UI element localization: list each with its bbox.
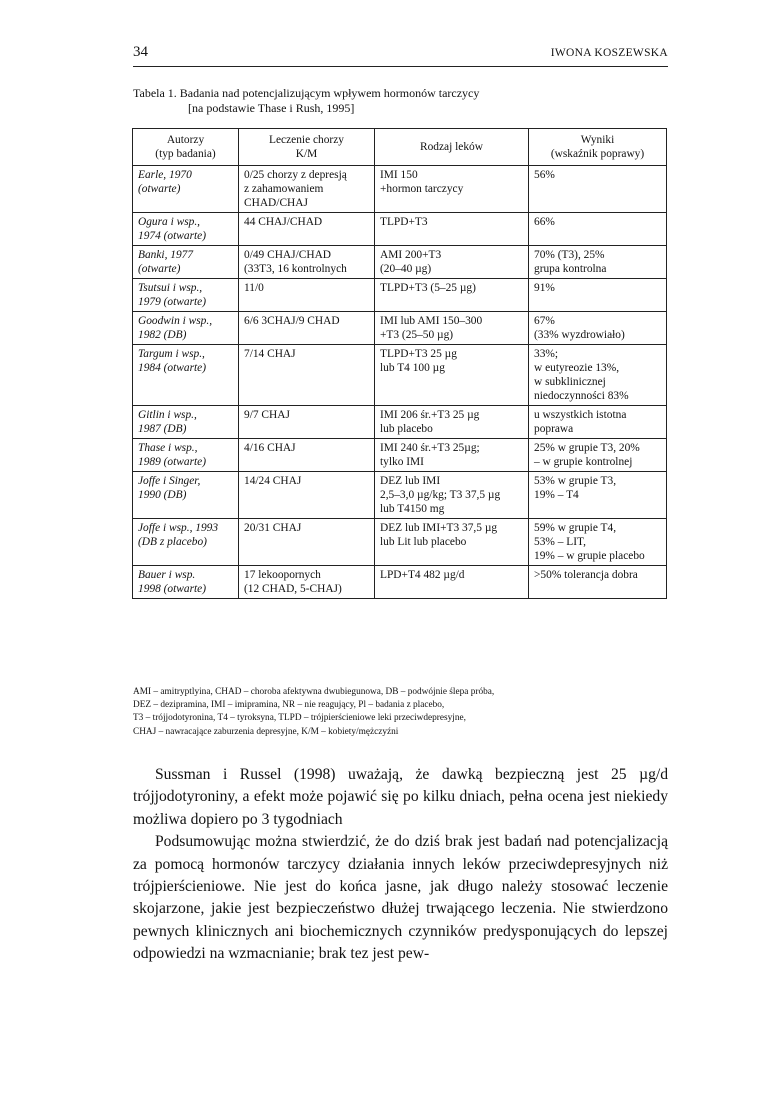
cell-authors: Joffe i Singer, 1990 (DB)	[133, 472, 239, 519]
cell-drugs: TLPD+T3 (5–25 µg)	[375, 279, 529, 312]
table-row	[133, 279, 667, 312]
body-text	[133, 764, 668, 966]
cell-authors: Targum i wsp., 1984 (otwarte)	[133, 345, 239, 406]
cell-authors: Bauer i wsp. 1998 (otwarte)	[133, 566, 239, 599]
cell-authors: Earle, 1970 (otwarte)	[133, 166, 239, 213]
header-authors: Autorzy (typ badania)	[133, 129, 239, 166]
cell-authors: Goodwin i wsp., 1982 (DB)	[133, 312, 239, 345]
cell-treatment: 44 CHAJ/CHAD	[239, 213, 375, 246]
header-drugs: Rodzaj leków	[375, 129, 529, 166]
abbreviation-line: CHAJ – nawracające zaburzenia depresyjne, K/M – kobiety/mężczyźni	[133, 726, 399, 737]
cell-drugs: IMI lub AMI 150–300 +T3 (25–50 µg)	[375, 312, 529, 345]
cell-authors: Ogura i wsp., 1974 (otwarte)	[133, 213, 239, 246]
table-row	[133, 472, 667, 519]
abbreviation-line: T3 – trójjodotyronina, T4 – tyroksyna, TLPD – trójpierścieniowe leki przeciwdepresyjne,	[133, 713, 466, 724]
caption-line-1: Tabela 1. Badania nad potencjalizującym wpływem hormonów tarczycy	[133, 86, 480, 100]
table-row	[133, 345, 667, 406]
cell-results: 67% (33% wyzdrowiało)	[529, 312, 667, 345]
table-row	[133, 566, 667, 599]
running-author: IWONA KOSZEWSKA	[550, 47, 668, 59]
cell-drugs: IMI 206 śr.+T3 25 µg lub placebo	[375, 406, 529, 439]
paragraph: Sussman i Russel (1998) uważają, że dawką bezpieczną jest 25 µg/d trójjodotyroniny, a efekt może pojawić się po kilku dniach, pełna ocena jest niekiedy możliwa dopiero po 3 tygodniach	[133, 766, 668, 828]
studies-table	[132, 128, 667, 599]
cell-authors: Thase i wsp., 1989 (otwarte)	[133, 439, 239, 472]
cell-drugs: IMI 150 +hormon tarczycy	[375, 166, 529, 213]
cell-treatment: 17 lekoopornych (12 CHAD, 5-CHAJ)	[239, 566, 375, 599]
table-row	[133, 312, 667, 345]
table-row	[133, 213, 667, 246]
cell-treatment: 14/24 CHAJ	[239, 472, 375, 519]
table-row	[133, 246, 667, 279]
cell-treatment: 4/16 CHAJ	[239, 439, 375, 472]
cell-drugs: IMI 240 śr.+T3 25µg; tylko IMI	[375, 439, 529, 472]
page-number: 34	[133, 44, 148, 60]
abbreviation-line: AMI – amitryptlyina, CHAD – choroba afektywna dwubiegunowa, DB – podwójnie ślepa próba,	[133, 687, 495, 697]
cell-treatment: 20/31 CHAJ	[239, 519, 375, 566]
table-row	[133, 439, 667, 472]
cell-authors: Tsutsui i wsp., 1979 (otwarte)	[133, 279, 239, 312]
cell-results: 59% w grupie T4, 53% – LIT, 19% – w grupie placebo	[529, 519, 667, 566]
cell-treatment: 0/49 CHAJ/CHAD (33T3, 16 kontrolnych	[239, 246, 375, 279]
cell-drugs: TLPD+T3	[375, 213, 529, 246]
abbreviations-note	[133, 686, 673, 739]
cell-results: 53% w grupie T3, 19% – T4	[529, 472, 667, 519]
caption-line-2: [na podstawie Thase i Rush, 1995]	[188, 101, 355, 115]
cell-drugs: AMI 200+T3 (20–40 µg)	[375, 246, 529, 279]
cell-authors: Banki, 1977 (otwarte)	[133, 246, 239, 279]
header-treatment: Leczenie chorzy K/M	[239, 129, 375, 166]
cell-results: 66%	[529, 213, 667, 246]
paragraph: Podsumowując można stwierdzić, że do dziś brak jest badań nad potencjalizacją za pomocą hormonów tarczycy działania innych leków przeciwdepresyjnych niż trójpierścieniowe. Nie jest do końca jasne, jak długo należy stosować leczenie skojarzone, jakie jest bezpieczeństwo dłużej trwającego leczenia. Nie stwierdzono pewnych klinicznych ani biochemicznych czynników predysponujących do lepszej odpowiedzi na wzmacnianie; brak tez jest pew-	[133, 833, 668, 963]
table-row	[133, 519, 667, 566]
table-caption	[133, 86, 479, 116]
cell-authors: Joffe i wsp., 1993 (DB z placebo)	[133, 519, 239, 566]
cell-drugs: DEZ lub IMI+T3 37,5 µg lub Lit lub placebo	[375, 519, 529, 566]
header-results: Wyniki (wskaźnik poprawy)	[529, 129, 667, 166]
cell-drugs: DEZ lub IMI 2,5–3,0 µg/kg; T3 37,5 µg lub T4150 mg	[375, 472, 529, 519]
cell-results: 56%	[529, 166, 667, 213]
cell-results: 70% (T3), 25% grupa kontrolna	[529, 246, 667, 279]
cell-treatment: 9/7 CHAJ	[239, 406, 375, 439]
table-row	[133, 406, 667, 439]
cell-results: u wszystkich istotna poprawa	[529, 406, 667, 439]
abbreviation-line: DEZ – dezipramina, IMI – imipramina, NR – nie reagujący, Pl – badania z placebo,	[133, 700, 445, 711]
table-header-row	[133, 129, 667, 166]
cell-results: 25% w grupie T3, 20% – w grupie kontrolnej	[529, 439, 667, 472]
table-row	[133, 166, 667, 213]
cell-results: 33%; w eutyreozie 13%, w subklinicznej niedoczynności 83%	[529, 345, 667, 406]
cell-drugs: TLPD+T3 25 µg lub T4 100 µg	[375, 345, 529, 406]
cell-results: 91%	[529, 279, 667, 312]
cell-authors: Gitlin i wsp., 1987 (DB)	[133, 406, 239, 439]
cell-treatment: 6/6 3CHAJ/9 CHAD	[239, 312, 375, 345]
table-body	[133, 166, 667, 599]
cell-treatment: 11/0	[239, 279, 375, 312]
cell-treatment: 7/14 CHAJ	[239, 345, 375, 406]
cell-treatment: 0/25 chorzy z depresją z zahamowaniem CHAD/CHAJ	[239, 166, 375, 213]
cell-results: >50% tolerancja dobra	[529, 566, 667, 599]
running-header	[133, 44, 668, 67]
cell-drugs: LPD+T4 482 µg/d	[375, 566, 529, 599]
